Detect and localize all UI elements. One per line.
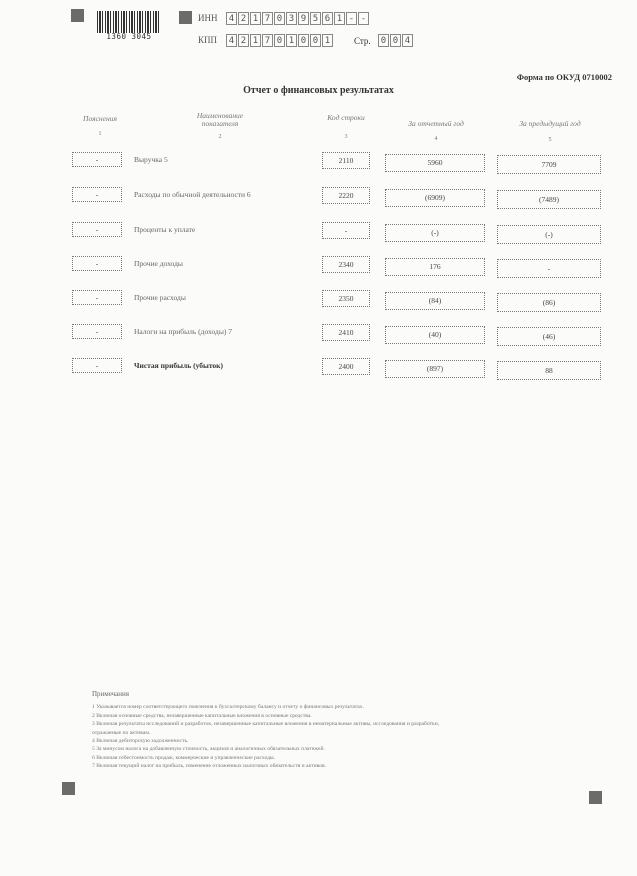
col-header-current-year: За отчетный год [408, 119, 464, 128]
row-previous-year-value: (46) [497, 327, 601, 346]
inn-cell: 0 [274, 12, 285, 25]
row-current-year-value: (40) [385, 326, 485, 344]
kpp-cell: 1 [322, 34, 333, 47]
row-previous-year-value: 7709 [497, 155, 601, 174]
row-previous-year-value: - [497, 259, 601, 278]
inn-label: ИНН [198, 13, 218, 23]
col-header-code: Код строки [327, 113, 365, 122]
kpp-cell: 1 [250, 34, 261, 47]
page-number-field [378, 34, 414, 47]
note-item: 2 Включая основные средства, незавершенные капитальные вложения в основные средства. [92, 712, 312, 719]
page-cell: 0 [378, 34, 389, 47]
barcode [97, 11, 161, 42]
row-indicator-name: Проценты к уплате [134, 225, 196, 234]
inn-cell: 9 [298, 12, 309, 25]
row-previous-year-value: (86) [497, 293, 601, 312]
row-code-field: - [322, 222, 370, 239]
kpp-cell: 4 [226, 34, 237, 47]
row-current-year-value: (84) [385, 292, 485, 310]
col-header-indicator: Наименование показателя [196, 111, 244, 128]
row-note-field: - [72, 358, 122, 373]
inn-cell: - [346, 12, 357, 25]
inn-cell: 1 [250, 12, 261, 25]
notes-heading: Примечания [92, 690, 130, 698]
col-header-previous-year: За предыдущий год [519, 119, 581, 128]
row-indicator-name: Прочие доходы [134, 259, 183, 268]
note-item: 4 Включая дебиторскую задолженность. [92, 738, 189, 745]
inn-cell: - [358, 12, 369, 25]
inn-cell: 1 [334, 12, 345, 25]
kpp-cell: 1 [286, 34, 297, 47]
row-current-year-value: (6909) [385, 189, 485, 207]
inn-cell: 3 [286, 12, 297, 25]
row-code-field: 2110 [322, 152, 370, 169]
inn-cell: 5 [310, 12, 321, 25]
row-code-field: 2410 [322, 324, 370, 341]
col-num-previous-year: 5 [548, 137, 552, 143]
row-indicator-name: Выручка 5 [134, 155, 168, 164]
note-item: 1 Указывается номер соответствующего пояснения к бухгалтерскому балансу и отчету о финансовых результатах. [92, 704, 364, 711]
col-num-notes: 1 [98, 131, 102, 137]
col-header-notes: Пояснения [83, 114, 117, 123]
row-code-field: 2400 [322, 358, 370, 375]
note-item: 7 Включая текущий налог на прибыль, изменение отложенных налоговых обязательств и активов. [92, 763, 327, 770]
kpp-cell: 2 [238, 34, 249, 47]
row-previous-year-value: (7489) [497, 190, 601, 209]
kpp-label: КПП [198, 35, 218, 45]
note-item: 6 Включая себестоимость продаж, коммерческие и управленческие расходы. [92, 754, 276, 761]
form-code: Форма по ОКУД 0710002 [516, 72, 612, 82]
inn-cell: 4 [226, 12, 237, 25]
row-current-year-value: 176 [385, 258, 485, 276]
inn-cell: 6 [322, 12, 333, 25]
inn-cell: 2 [238, 12, 249, 25]
row-note-field: - [72, 152, 122, 167]
row-indicator-name: Расходы по обычной деятельности 6 [134, 190, 251, 199]
row-note-field: - [72, 256, 122, 271]
inn-field [226, 12, 370, 25]
note-item: отражаемые по активам. [92, 729, 151, 736]
note-item: 5 За минусом налога на добавленную стоимость, акцизов и аналогичных обязательных платежей. [92, 746, 325, 753]
corner-marker-bottom-right [589, 791, 602, 804]
row-note-field: - [72, 187, 122, 202]
row-previous-year-value: (-) [497, 225, 601, 244]
col-num-indicator: 2 [218, 134, 222, 140]
row-indicator-name: Прочие расходы [134, 293, 186, 302]
row-note-field: - [72, 222, 122, 237]
row-indicator-name: Налоги на прибыль (доходы) 7 [134, 327, 233, 336]
note-item: 3 Включая результаты исследований и разработок, незавершенные капитальные вложения в нематериальные активы, исследования и разработки, [92, 721, 440, 728]
corner-marker-bottom-left [62, 782, 75, 795]
row-note-field: - [72, 290, 122, 305]
barcode-number: 1360 3045 [106, 32, 152, 41]
barcode-bars [97, 11, 161, 33]
col-num-code: 3 [344, 134, 348, 140]
page-label: Стр. [354, 36, 371, 46]
kpp-cell: 0 [298, 34, 309, 47]
inn-cell: 7 [262, 12, 273, 25]
kpp-cell: 0 [310, 34, 321, 47]
kpp-cell: 0 [274, 34, 285, 47]
col-num-current-year: 4 [434, 136, 438, 142]
row-indicator-name: Чистая прибыль (убыток) [134, 361, 223, 370]
row-current-year-value: 5960 [385, 154, 485, 172]
row-code-field: 2220 [322, 187, 370, 204]
kpp-field [226, 34, 334, 47]
row-code-field: 2340 [322, 256, 370, 273]
corner-marker-top-mid [179, 11, 192, 24]
row-current-year-value: (-) [385, 224, 485, 242]
row-previous-year-value: 88 [497, 361, 601, 380]
row-current-year-value: (897) [385, 360, 485, 378]
row-code-field: 2350 [322, 290, 370, 307]
notes-section [92, 690, 582, 771]
kpp-cell: 7 [262, 34, 273, 47]
page-title: Отчет о финансовых результатах [243, 85, 394, 96]
page-cell: 4 [402, 34, 413, 47]
corner-marker-top-left [71, 9, 84, 22]
row-note-field: - [72, 324, 122, 339]
page-cell: 0 [390, 34, 401, 47]
